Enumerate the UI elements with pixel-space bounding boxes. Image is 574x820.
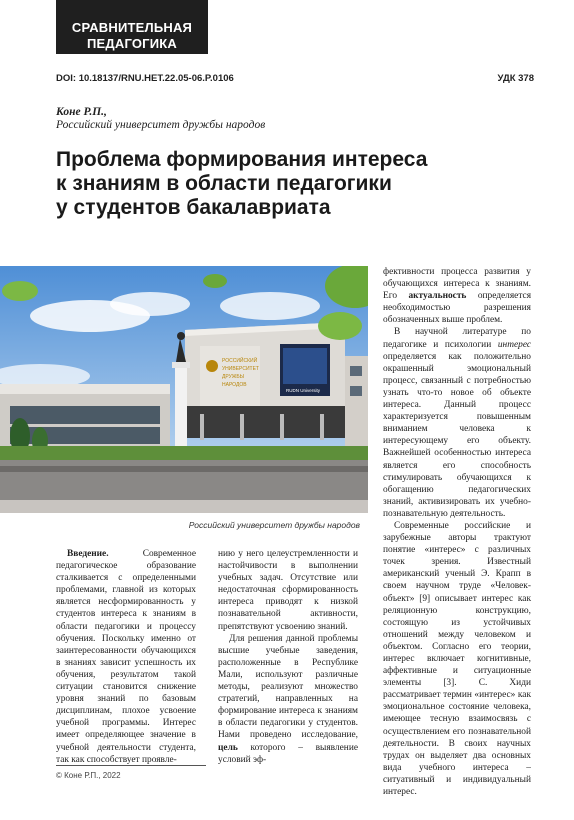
sign-text-3: ДРУЖБЫ [222, 374, 245, 380]
col3-paragraph-1 [383, 266, 531, 326]
footnote-divider [56, 765, 206, 766]
col3-p2-text-b: определяется как положительно окрашенный эмоциональный процесс, связанный с потребностью узнать что-то новое об объекте интереса. Данный процесс характеризуется повышенным вниманием человека к интересующему его объекту. Важнейшей особенностью интереса является его способность стимулировать обучающихся к обогащению педагогических знаний, активизировать их учебно-познавательную деятельность. [383, 351, 531, 519]
col3-paragraph-2 [383, 326, 531, 520]
screen-text: RUDN University [286, 388, 321, 393]
sign-text-4: НАРОДОВ [222, 382, 247, 388]
column-1 [56, 548, 196, 766]
intro-label: Введение. [67, 549, 109, 559]
rubric-line-2: ПЕДАГОГИКА [86, 36, 177, 51]
col3-p1-text-b: определяется необходимостью разрешения обозначенных выше проблем. [383, 291, 532, 326]
intro-text: Современное педагогическое образование сталкивается с определенными проблемами, главной из которых является несформированность у студентов интереса к знаниям в области педагогики и процессу обучения. Поскольку именно от заинтересованности обучающихся в знаниях зависит успешность их обучения, результатом такой ситуации становится снижение уровня знаний по базовым дисциплинам, плохое усвоение учебной программы. Интерес имеет определяющее значение в учебной деятельности студента, так как способствует проявле- [56, 549, 196, 765]
col2-paragraph-2 [218, 633, 358, 766]
col3-paragraph-3: Современные российские и зарубежные авторы трактуют понятие «интерес» с различных точек зрения. Известный американский ученый Э. Крапп в своем научном труде «Человек-объект» [9] описывает интерес как реляционную конструкцию, состоящую из устойчивых отношений между человеком и объектом. Согласно его теории, интерес включает когнитивные, аффективные и ситуационные элементы [3]. С. Хиди рассматривает термин «интерес» как эмоциональное состояние человека, имеющее тесную взаимосвязь с осуществлением его познавательной деятельности. В своих научных трудах он выделяет два основных вида учебного интереса – ситуативный и индивидуальный интерес. [383, 520, 531, 798]
col2-p2-text-b: которого – выявление условий эф- [218, 742, 359, 765]
author-affiliation: Российский университет дружбы народов [56, 119, 266, 131]
col3-p1-text-a: фективности процесса развития у обучающихся интереса к знаниям. Его [383, 267, 531, 302]
title-line-2: к знаниям в области педагогики [56, 172, 392, 195]
article-title [56, 148, 526, 220]
copyright-notice: © Коне Р.П., 2022 [56, 771, 121, 780]
title-line-3: у студентов бакалавриата [56, 196, 331, 219]
column-2 [218, 548, 358, 766]
column-3 [383, 266, 531, 798]
col3-p1-bold: актуальность [408, 291, 467, 302]
col2-paragraph-1: нию у него целеустремленности и настойчивости в выполнении учебных задач. Отсутствие или недостаточная сформированность интереса приводят к низкой познавательной активности, препятствуют усвоению знаний. [218, 549, 358, 632]
sign-text-2: УНИВЕРСИТЕТ [222, 366, 259, 372]
udk-label: УДК 378 [497, 73, 534, 84]
doi-label: DOI: 10.18137/RNU.HET.22.05-06.P.0106 [56, 73, 234, 84]
col2-p2-bold: цель [218, 742, 238, 753]
university-building-illustration [0, 266, 368, 513]
title-line-1: Проблема формирования интереса [56, 148, 428, 171]
author-name: Коне Р.П., [56, 106, 107, 118]
col2-p2-text-a: Для решения данной проблемы высшие учебные заведения, расположенные в Республике Мали, используют различные методы, реализуют множество стратегий, направленных на формирование интереса к знаниям в области педагогики у студентов. Нами проведено исследование, [218, 633, 358, 741]
emblem-icon [206, 360, 218, 372]
author-block [56, 106, 265, 132]
col3-p2-italic: интерес [497, 339, 532, 350]
col3-p2-text-a: В научной литературе по педагогике и психологии [383, 327, 531, 350]
intro-paragraph [56, 548, 196, 766]
sign-text-1: РОССИЙСКИЙ [222, 358, 258, 364]
photo-caption: Российский университет дружбы народов [188, 520, 360, 530]
rubric-line-1: СРАВНИТЕЛЬНАЯ [71, 20, 193, 35]
university-photo [0, 266, 368, 513]
section-rubric [56, 0, 208, 54]
